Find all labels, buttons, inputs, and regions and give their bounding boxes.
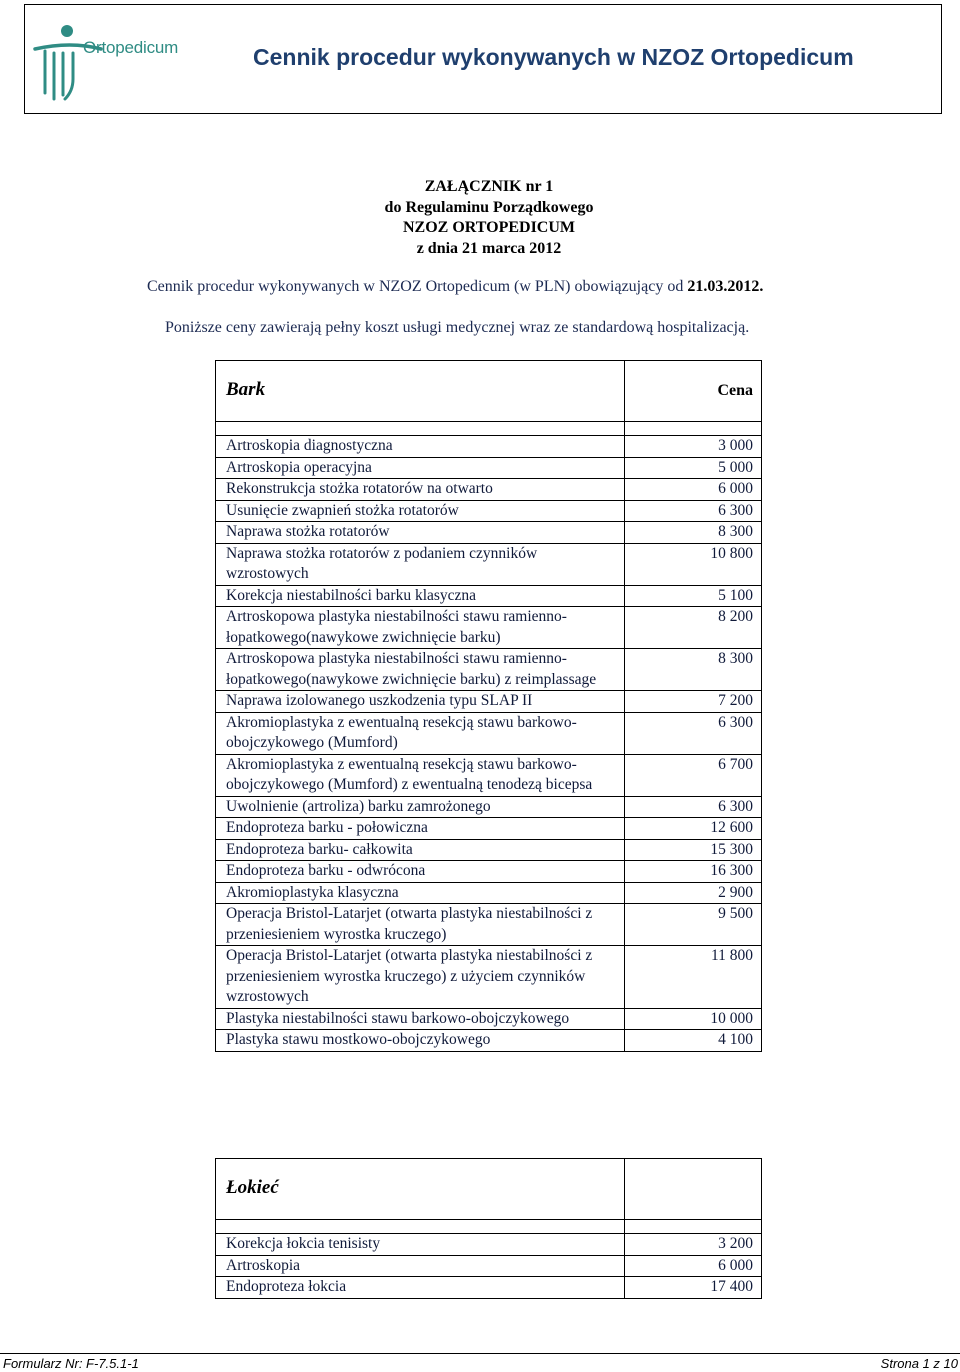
procedure-name: Operacja Bristol-Latarjet (otwarta plastyka niestabilności z przeniesieniem wyrostka kruczego) — [216, 904, 625, 946]
price-column-header: Cena — [625, 361, 762, 422]
table-row — [216, 691, 762, 713]
procedure-price: 6 700 — [625, 754, 762, 796]
table-row — [216, 946, 762, 1009]
procedure-price: 5 100 — [625, 585, 762, 607]
section-header-row — [216, 1159, 762, 1220]
procedure-name: Naprawa izolowanego uszkodzenia typu SLAP II — [216, 691, 625, 713]
intro-date: 21.03.2012. — [687, 278, 764, 295]
table-row — [216, 712, 762, 754]
table-row — [216, 522, 762, 544]
procedure-name: Operacja Bristol-Latarjet (otwarta plastyka niestabilności z przeniesieniem wyrostka kruczego) z użyciem czynników wzrostowych — [216, 946, 625, 1009]
procedure-name: Akromioplastyka z ewentualną resekcją stawu barkowo-obojczykowego (Mumford) z ewentualną tenodezą bicepsa — [216, 754, 625, 796]
procedure-name: Artroskopia diagnostyczna — [216, 436, 625, 458]
table-row — [216, 479, 762, 501]
procedure-price: 5 000 — [625, 457, 762, 479]
procedure-name: Plastyka stawu mostkowo-obojczykowego — [216, 1030, 625, 1052]
ortopedicum-logo-icon — [31, 19, 221, 105]
logo-text: Ortopedicum — [83, 38, 179, 57]
procedure-price: 6 300 — [625, 796, 762, 818]
section-title: Łokieć — [226, 1177, 279, 1199]
annex-line-1: ZAŁĄCZNIK nr 1 — [424, 178, 554, 195]
procedure-price: 8 300 — [625, 649, 762, 691]
table-row — [216, 500, 762, 522]
intro-line-1 — [147, 278, 763, 296]
table-row — [216, 839, 762, 861]
procedure-name: Endoproteza barku - odwrócona — [216, 861, 625, 883]
procedure-name: Artroskopia — [216, 1255, 625, 1277]
procedure-price: 3 000 — [625, 436, 762, 458]
annex-block — [0, 177, 960, 259]
annex-line-2: do Regulaminu Porządkowego — [384, 198, 594, 216]
procedure-name: Usunięcie zwapnień stożka rotatorów — [216, 500, 625, 522]
procedure-price: 10 000 — [625, 1008, 762, 1030]
procedure-price: 6 300 — [625, 500, 762, 522]
procedure-name: Rekonstrukcja stożka rotatorów na otwarto — [216, 479, 625, 501]
table-row — [216, 457, 762, 479]
page-header — [24, 4, 942, 114]
annex-line-3: NZOZ ORTOPEDICUM — [402, 219, 576, 236]
table-row — [216, 861, 762, 883]
procedure-price: 3 200 — [625, 1234, 762, 1256]
procedure-name: Korekcja niestabilności barku klasyczna — [216, 585, 625, 607]
procedure-name: Endoproteza łokcia — [216, 1277, 625, 1299]
procedure-price: 12 600 — [625, 818, 762, 840]
procedure-price: 6 300 — [625, 712, 762, 754]
procedure-price: 6 000 — [625, 1255, 762, 1277]
intro-line-2: Poniższe ceny zawierają pełny koszt usługi medycznej wraz ze standardową hospitalizacją. — [165, 319, 750, 336]
procedure-price: 7 200 — [625, 691, 762, 713]
table-row — [216, 649, 762, 691]
procedure-name: Akromioplastyka z ewentualną resekcją stawu barkowo-obojczykowego (Mumford) — [216, 712, 625, 754]
price-column-header — [625, 1159, 762, 1220]
procedure-name: Uwolnienie (artroliza) barku zamrożonego — [216, 796, 625, 818]
section-title: Bark — [226, 379, 266, 401]
form-number: Formularz Nr: F-7.5.1-1 — [3, 1356, 139, 1371]
spacer-row — [216, 1220, 762, 1234]
header-title: Cennik procedur wykonywanych w NZOZ Ortopedicum — [253, 44, 854, 70]
table-row — [216, 796, 762, 818]
procedure-price: 2 900 — [625, 882, 762, 904]
table-row — [216, 585, 762, 607]
table-row — [216, 1234, 762, 1256]
procedure-name: Artroskopowa plastyka niestabilności stawu ramienno-łopatkowego(nawykowe zwichnięcie barku) z reimplassage — [216, 649, 625, 691]
table-row — [216, 818, 762, 840]
procedure-name: Artroskopia operacyjna — [216, 457, 625, 479]
annex-line-4: z dnia 21 marca 2012 — [416, 239, 562, 257]
procedure-price: 4 100 — [625, 1030, 762, 1052]
procedure-price: 10 800 — [625, 543, 762, 585]
table-row — [216, 607, 762, 649]
table-row — [216, 754, 762, 796]
price-table-lokiec — [215, 1158, 762, 1299]
page-footer — [0, 1353, 960, 1372]
procedure-price: 8 200 — [625, 607, 762, 649]
procedure-price: 16 300 — [625, 861, 762, 883]
table-row — [216, 882, 762, 904]
table-row — [216, 543, 762, 585]
procedure-price: 8 300 — [625, 522, 762, 544]
procedure-price: 11 800 — [625, 946, 762, 1009]
procedure-price: 9 500 — [625, 904, 762, 946]
procedure-name: Naprawa stożka rotatorów z podaniem czynników wzrostowych — [216, 543, 625, 585]
procedure-price: 6 000 — [625, 479, 762, 501]
table-row — [216, 1255, 762, 1277]
procedure-name: Akromioplastyka klasyczna — [216, 882, 625, 904]
procedure-name: Endoproteza barku - połowiczna — [216, 818, 625, 840]
procedure-name: Artroskopowa plastyka niestabilności stawu ramienno-łopatkowego(nawykowe zwichnięcie barku) — [216, 607, 625, 649]
spacer-row — [216, 422, 762, 436]
procedure-name: Naprawa stożka rotatorów — [216, 522, 625, 544]
intro-text: Cennik procedur wykonywanych w NZOZ Ortopedicum (w PLN) obowiązujący od — [147, 278, 688, 295]
procedure-price: 17 400 — [625, 1277, 762, 1299]
table-row — [216, 1030, 762, 1052]
procedure-name: Korekcja łokcia tenisisty — [216, 1234, 625, 1256]
table-row — [216, 436, 762, 458]
procedure-name: Endoproteza barku- całkowita — [216, 839, 625, 861]
table-row — [216, 904, 762, 946]
price-table-bark — [215, 360, 762, 1052]
page-number: Strona 1 z 10 — [880, 1356, 958, 1371]
section-header-row — [216, 361, 762, 422]
procedure-name: Plastyka niestabilności stawu barkowo-obojczykowego — [216, 1008, 625, 1030]
table-row — [216, 1008, 762, 1030]
procedure-price: 15 300 — [625, 839, 762, 861]
table-row — [216, 1277, 762, 1299]
